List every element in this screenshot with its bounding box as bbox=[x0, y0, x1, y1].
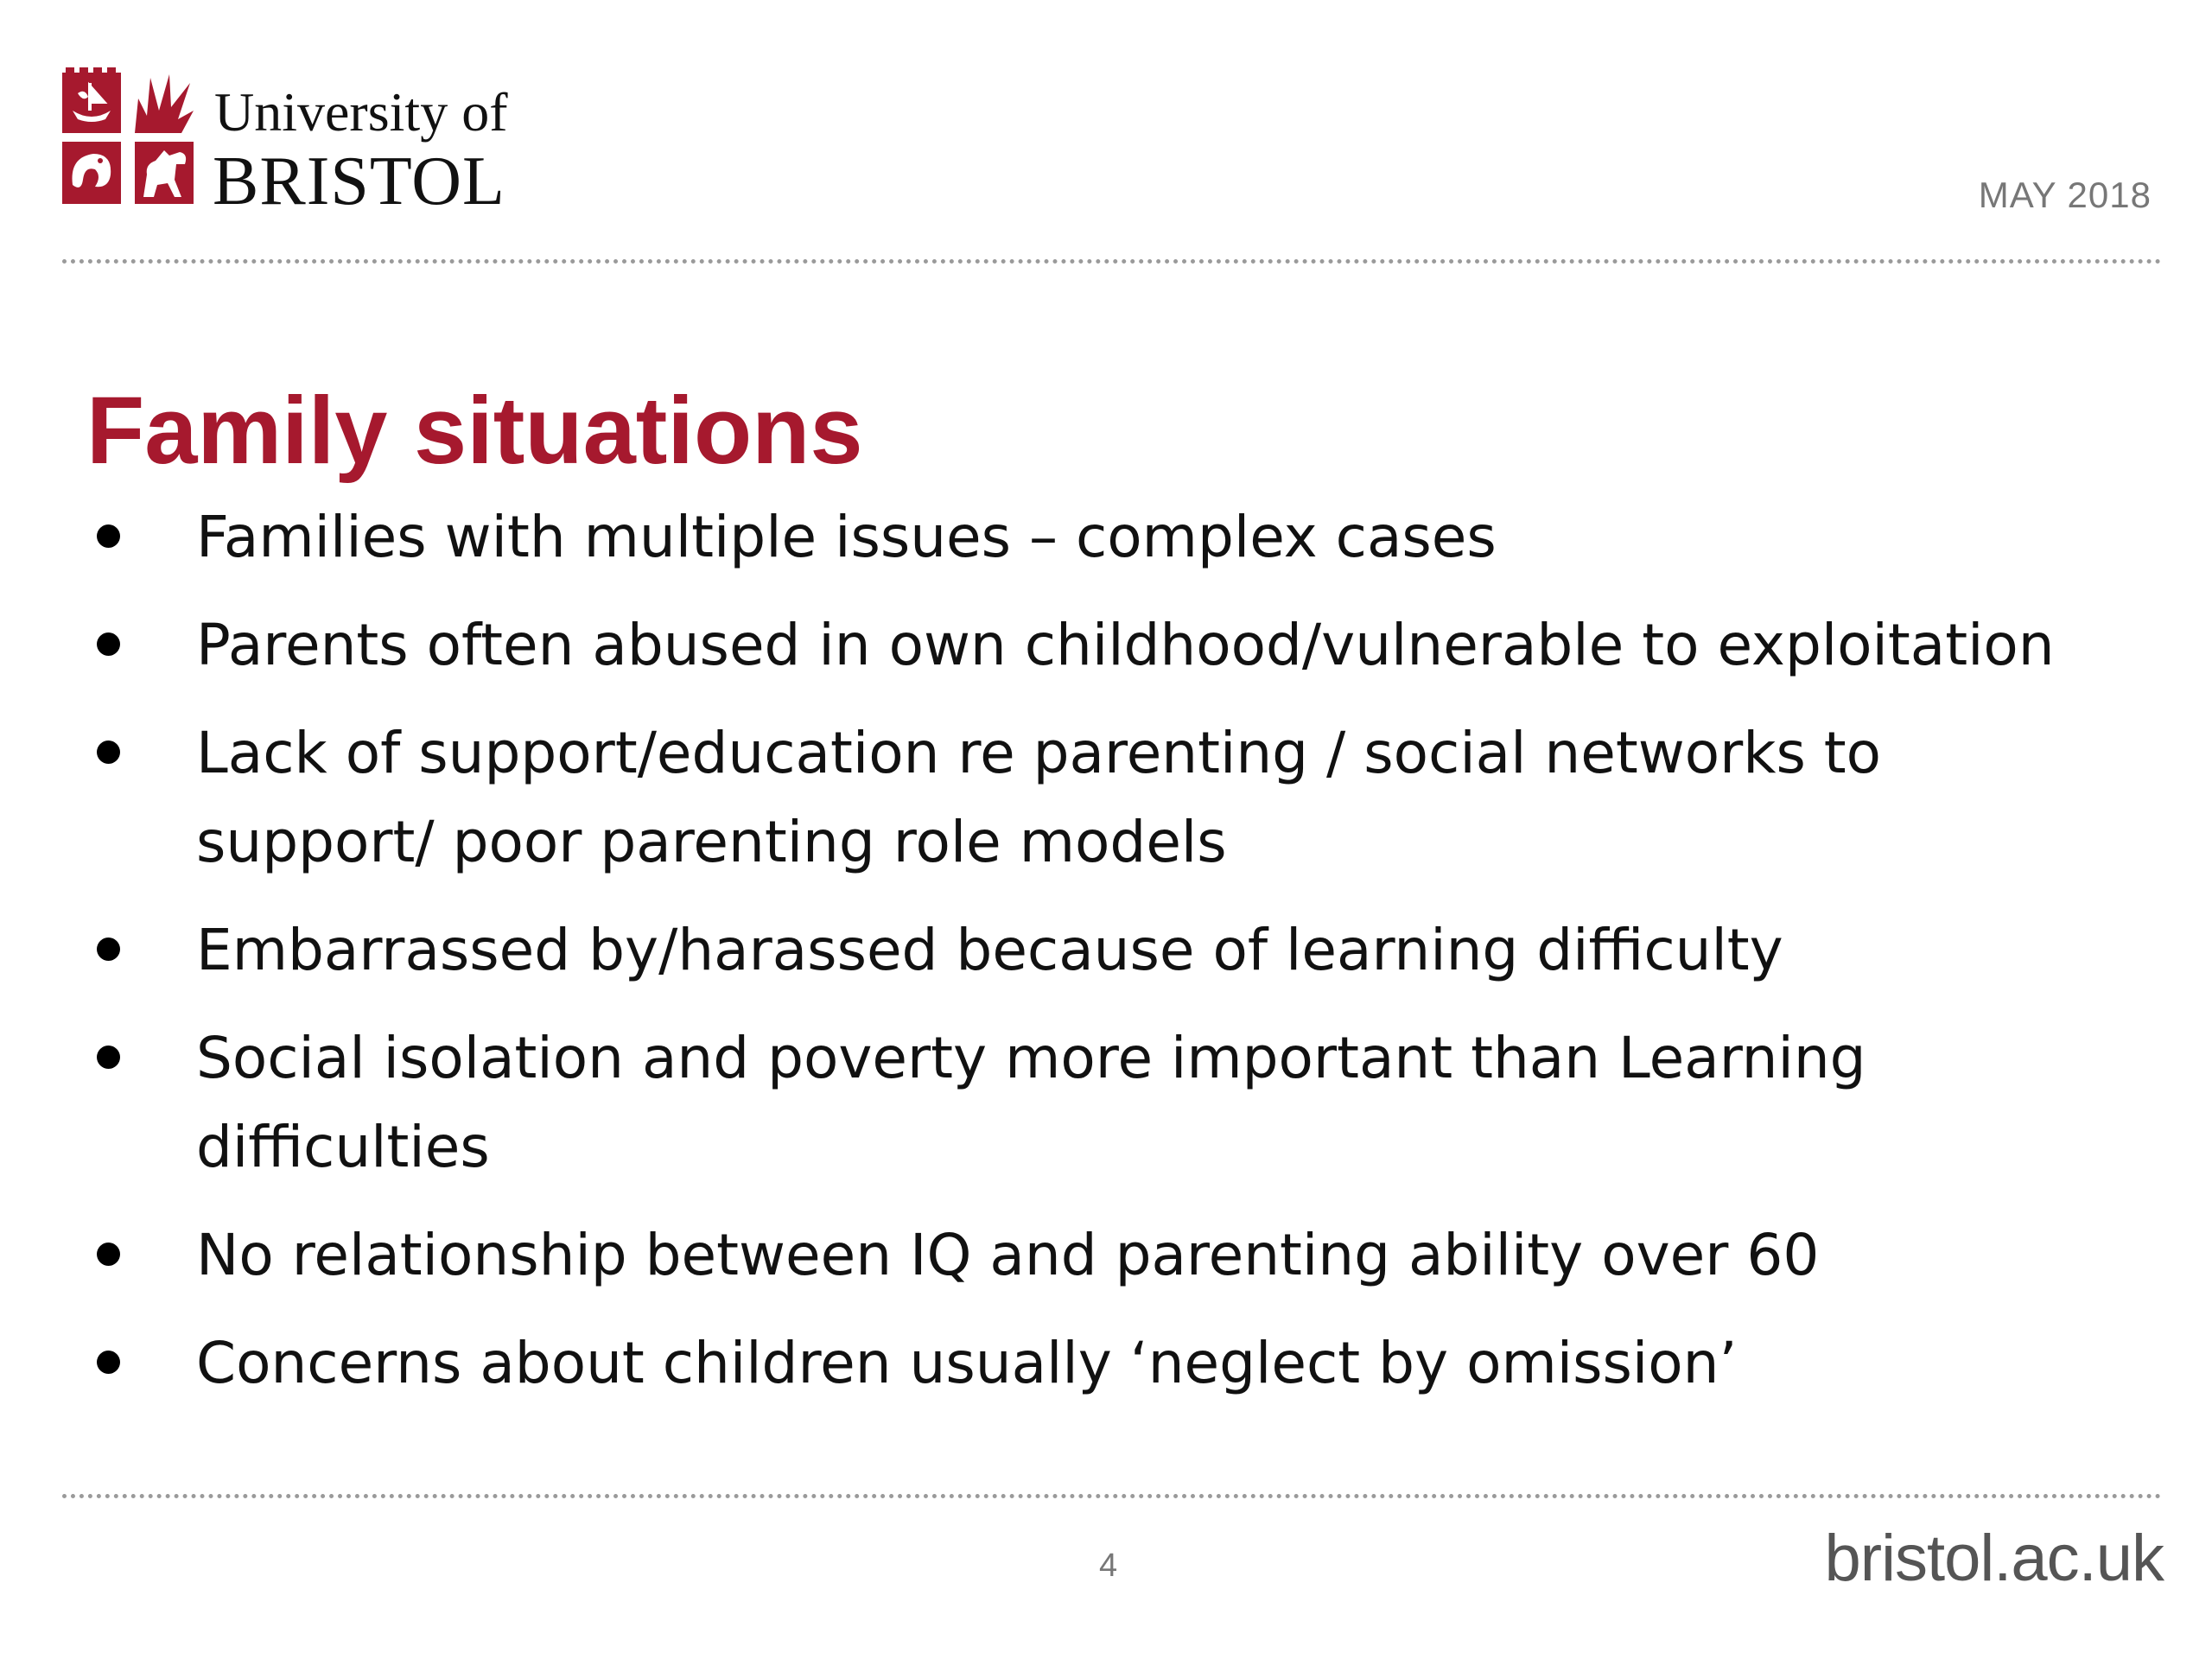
bullet-item bbox=[86, 493, 2126, 582]
university-logo bbox=[60, 67, 544, 219]
bullet-item bbox=[86, 1211, 2126, 1300]
bullet-item bbox=[86, 1014, 2126, 1192]
bullet-dot-icon bbox=[97, 741, 120, 764]
bullet-item bbox=[86, 709, 2126, 887]
logo-bristol: BRISTOL bbox=[213, 143, 505, 219]
bullet-dot-icon bbox=[97, 632, 120, 656]
presentation-date: MAY 2018 bbox=[1978, 175, 2152, 215]
bullet-dot-icon bbox=[97, 524, 120, 548]
bullet-text: Embarrassed by/harassed because of learning difficulty bbox=[196, 917, 1783, 983]
bullet-item bbox=[86, 1319, 2126, 1408]
bullet-text: Families with multiple issues – complex cases bbox=[196, 504, 1497, 570]
bullet-list bbox=[86, 493, 2126, 1427]
university-crest-icon bbox=[60, 67, 195, 207]
top-dotted-divider bbox=[62, 259, 2162, 264]
page-number: 4 bbox=[1099, 1548, 1118, 1584]
bullet-text: Concerns about children usually ‘neglect by omission’ bbox=[196, 1330, 1738, 1396]
bullet-text: Social isolation and poverty more important than Learning difficulties bbox=[196, 1025, 1866, 1180]
logo-university-of: University of bbox=[214, 81, 508, 143]
bullet-dot-icon bbox=[97, 1351, 120, 1374]
bullet-item bbox=[86, 601, 2126, 690]
bullet-dot-icon bbox=[97, 1046, 120, 1069]
bullet-dot-icon bbox=[97, 938, 120, 961]
bottom-dotted-divider bbox=[62, 1494, 2162, 1498]
website-url: bristol.ac.uk bbox=[1824, 1522, 2164, 1595]
bullet-item bbox=[86, 906, 2126, 995]
bullet-text: Lack of support/education re parenting / social networks to support/ poor parenting role models bbox=[196, 720, 1882, 875]
slide-title: Family situations bbox=[86, 377, 863, 484]
bullet-dot-icon bbox=[97, 1243, 120, 1266]
bullet-text: No relationship between IQ and parenting ability over 60 bbox=[196, 1222, 1820, 1288]
bullet-text: Parents often abused in own childhood/vulnerable to exploitation bbox=[196, 612, 2055, 678]
